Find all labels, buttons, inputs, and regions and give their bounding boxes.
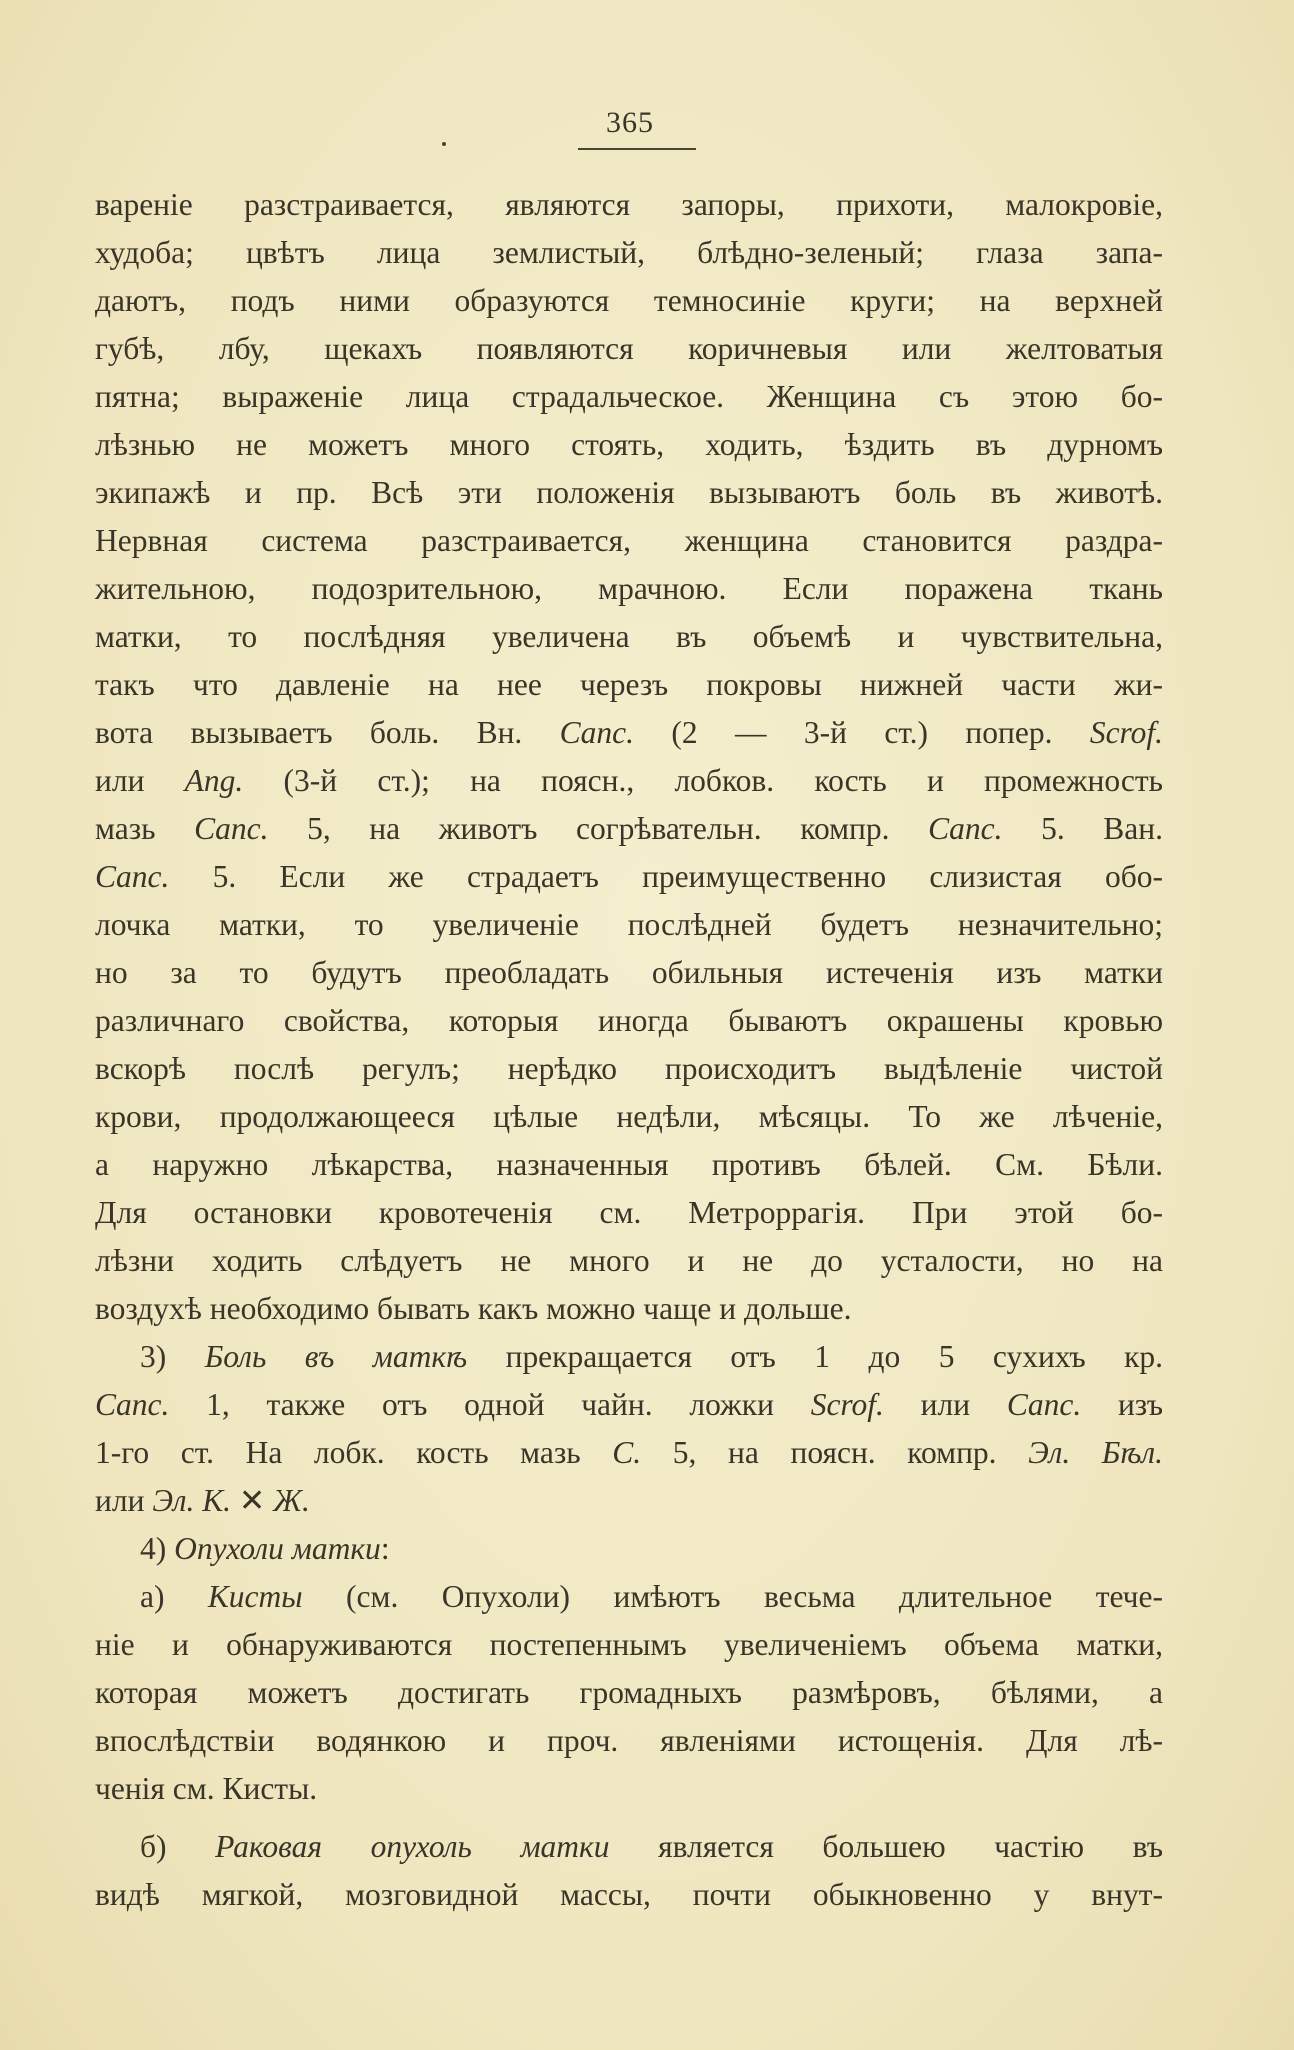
text-segment: или (95, 1483, 153, 1518)
text-line (95, 901, 1163, 949)
page-number: 365 (606, 106, 654, 139)
text-segment: 5, на животъ согрѣвательн. компр. (268, 811, 929, 846)
text-segment: Нервная система разстраивается, женщина становится раздра- (95, 523, 1163, 558)
text-segment: б) (140, 1829, 216, 1864)
text-line (95, 373, 1163, 421)
text-line (95, 949, 1163, 997)
text-segment: вскорѣ послѣ регулъ; нерѣдко происходитъ выдѣленіе чистой (95, 1051, 1163, 1086)
text-line (95, 661, 1163, 709)
text-line (95, 1381, 1163, 1429)
text-segment: изъ (1081, 1387, 1163, 1422)
text-segment: является большею частію въ (609, 1829, 1163, 1864)
text-line (95, 1141, 1163, 1189)
italic-segment: Ж. (273, 1483, 310, 1518)
text-line (95, 709, 1163, 757)
text-line (95, 757, 1163, 805)
text-segment: пятна; выраженіе лица страдальческое. Женщина съ этою бо- (95, 379, 1163, 414)
text-segment: или (95, 763, 185, 798)
text-segment: 5, на поясн. компр. (641, 1435, 1029, 1470)
text-segment: а наружно лѣкарства, назначенныя противъ бѣлей. См. Бѣли. (95, 1147, 1163, 1182)
text-segment: Для остановки кровотеченія см. Метроррагія. При этой бо- (95, 1195, 1163, 1230)
text-line (95, 613, 1163, 661)
text-segment: ✕ (231, 1483, 274, 1518)
text-line (95, 1621, 1163, 1669)
text-line (95, 805, 1163, 853)
text-segment: прекращается отъ 1 до 5 сухихъ кр. (467, 1339, 1163, 1374)
text-line (95, 421, 1163, 469)
text-line (95, 517, 1163, 565)
text-line (95, 1333, 1163, 1381)
italic-segment: Опухоли матки (174, 1531, 381, 1566)
text-segment: различнаго свойства, которыя иногда бываютъ окрашены кровью (95, 1003, 1163, 1038)
text-line (95, 325, 1163, 373)
text-segment: (3-й ст.); на поясн., лобков. кость и промежность (243, 763, 1163, 798)
text-line (95, 1669, 1163, 1717)
text-segment: или (883, 1387, 1007, 1422)
print-mark (442, 142, 446, 146)
text-segment: лѣзни ходить слѣдуетъ не много и не до усталости, но на (95, 1243, 1163, 1278)
text-line (95, 1093, 1163, 1141)
italic-segment: Canc. (95, 1387, 170, 1422)
italic-segment: Scrof. (810, 1387, 884, 1422)
text-segment: видѣ мягкой, мозговидной массы, почти обыкновенно у внут- (95, 1877, 1163, 1912)
text-line (95, 1045, 1163, 1093)
text-segment: 4) (140, 1531, 175, 1566)
text-line (95, 1525, 1163, 1573)
text-line (95, 1871, 1163, 1919)
text-line (95, 1429, 1163, 1477)
text-segment: 1, также отъ одной чайн. ложки (169, 1387, 811, 1422)
text-segment: 5. Если же страдаетъ преимущественно слизистая обо- (169, 859, 1163, 894)
text-line (95, 1717, 1163, 1765)
italic-segment: Эл. К. (152, 1483, 232, 1518)
text-segment: ченія см. Кисты. (95, 1771, 318, 1806)
italic-segment: Canc. (559, 715, 635, 750)
text-segment: лѣзнью не можетъ много стоять, ходить, ѣздить въ дурномъ (95, 427, 1163, 462)
text-segment: даютъ, подъ ними образуются темносиніе круги; на верхней (95, 283, 1163, 318)
italic-segment: Canc. (1006, 1387, 1082, 1422)
text-segment: а) (140, 1579, 208, 1614)
text-line (95, 229, 1163, 277)
text-segment: губѣ, лбу, щекахъ появляются коричневыя или желтоватыя (95, 331, 1163, 366)
text-line (95, 565, 1163, 613)
text-segment: 5. Ван. (1002, 811, 1164, 846)
text-segment: жительною, подозрительною, мрачною. Если поражена ткань (95, 571, 1163, 606)
italic-segment: C. (612, 1435, 642, 1470)
text-line (95, 1189, 1163, 1237)
text-segment: такъ что давленіе на нее черезъ покровы нижней части жи- (95, 667, 1163, 702)
text-segment: крови, продолжающееся цѣлые недѣли, мѣсяцы. То же лѣченіе, (95, 1099, 1163, 1134)
text-line (95, 1823, 1163, 1871)
text-segment: худоба; цвѣтъ лица землистый, блѣдно-зеленый; глаза запа- (95, 235, 1163, 270)
text-line (95, 1237, 1163, 1285)
italic-segment: Кисты (207, 1579, 303, 1614)
text-segment: (см. Опухоли) имѣютъ весьма длительное тече- (302, 1579, 1163, 1614)
text-line (95, 469, 1163, 517)
text-segment: матки, то послѣдняя увеличена въ объемѣ и чувствительна, (95, 619, 1163, 654)
italic-segment: Эл. Бѣл. (1028, 1435, 1163, 1470)
text-segment: 3) (140, 1339, 205, 1374)
text-segment: вота вызываетъ боль. Вн. (95, 715, 560, 750)
text-segment: но за то будутъ преобладать обильныя истеченія изъ матки (95, 955, 1163, 990)
italic-segment: Ang. (184, 763, 244, 798)
text-segment: впослѣдствіи водянкою и проч. явленіями истощенія. Для лѣ- (95, 1723, 1163, 1758)
text-segment: 1-го ст. На лобк. кость мазь (95, 1435, 613, 1470)
page-number-rule (578, 148, 696, 150)
text-segment: экипажѣ и пр. Всѣ эти положенія вызываютъ боль въ животѣ. (95, 475, 1163, 510)
italic-segment: Боль въ маткѣ (204, 1339, 468, 1374)
italic-segment: Canc. (194, 811, 269, 846)
body-text (95, 181, 1163, 1919)
text-line (95, 1285, 1163, 1333)
text-line (95, 1477, 1163, 1525)
italic-segment: Canc. (928, 811, 1003, 846)
text-line (95, 1765, 1163, 1813)
text-segment: лочка матки, то увеличеніе послѣдней будетъ незначительно; (95, 907, 1163, 942)
text-segment: ніе и обнаруживаются постепеннымъ увеличеніемъ объема матки, (95, 1627, 1163, 1662)
text-segment: : (380, 1531, 390, 1566)
text-segment: мазь (95, 811, 195, 846)
text-segment: воздухѣ необходимо бывать какъ можно чаще и дольше. (95, 1291, 852, 1326)
text-line (95, 1573, 1163, 1621)
text-line (95, 853, 1163, 901)
text-segment: которая можетъ достигать громадныхъ размѣровъ, бѣлями, а (95, 1675, 1163, 1710)
text-segment: (2 — 3-й ст.) попер. (634, 715, 1090, 750)
text-line (95, 997, 1163, 1045)
italic-segment: Canc. (95, 859, 170, 894)
italic-segment: Scrof. (1089, 715, 1163, 750)
italic-segment: Раковая опухоль матки (215, 1829, 610, 1864)
text-line (95, 277, 1163, 325)
text-segment: вареніе разстраивается, являются запоры, прихоти, малокровіе, (95, 187, 1163, 222)
text-line (95, 181, 1163, 229)
